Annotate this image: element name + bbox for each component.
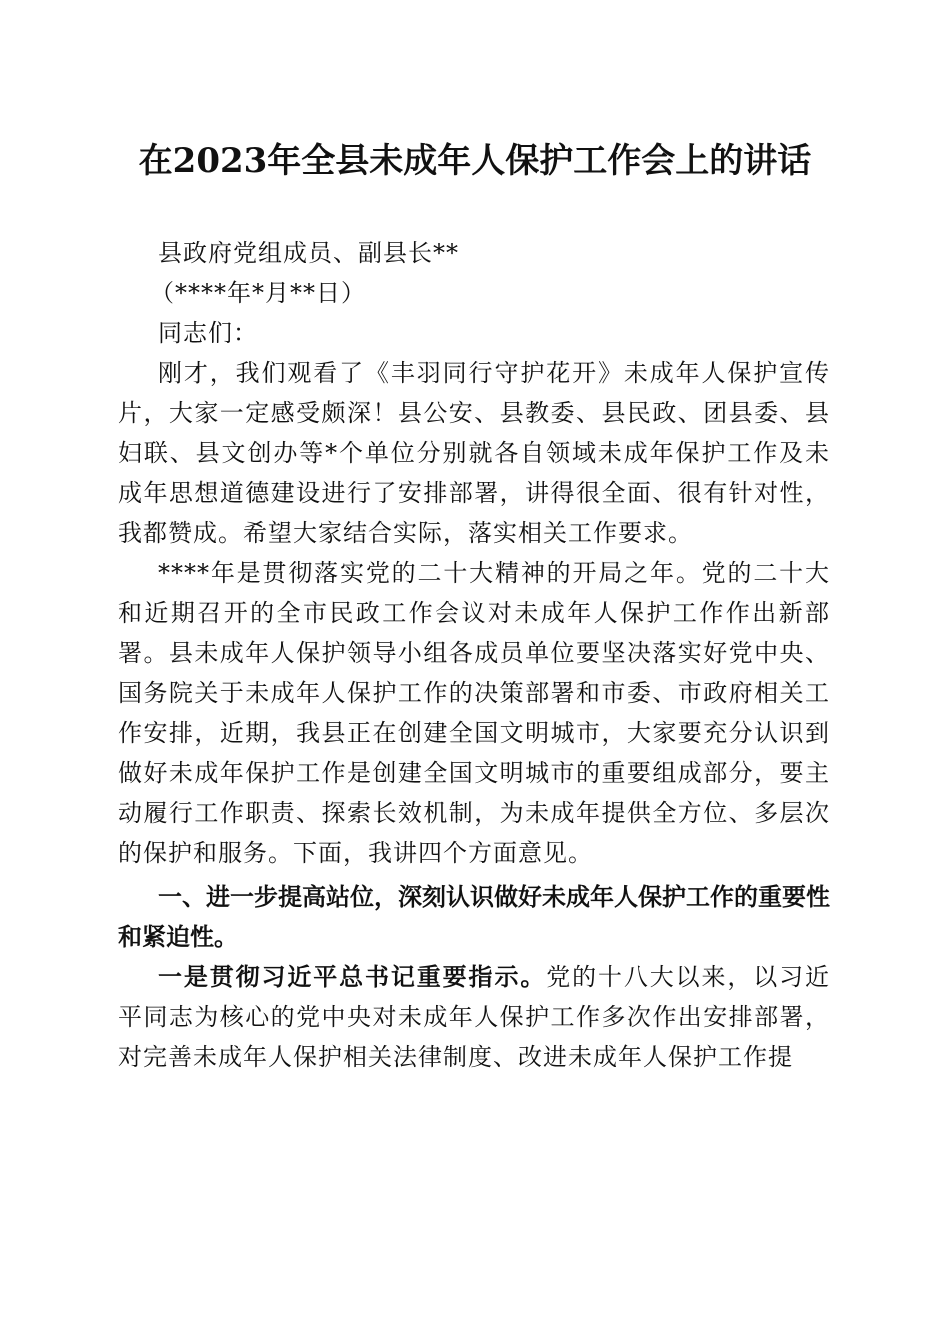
date-line: （****年*月**日） — [150, 279, 366, 307]
paragraph-3-lead: 一是贯彻习近平总书记重要指示。 — [158, 962, 547, 991]
paragraph-3 — [118, 957, 830, 1077]
greeting: 同志们： — [158, 319, 258, 347]
document-title: 在2023年全县未成年人保护工作会上的讲话 — [138, 141, 812, 181]
paragraph-2: ****年是贯彻落实党的二十大精神的开局之年。党的二十大和近期召开的全市民政工作会议对未成年人保护工作作出新部署。县未成年人保护领导小组各成员单位要坚决落实好党中央、国务院关于未成年人保护工作的决策部署和市委、市政府相关工作安排，近期，我县正在创建全国文明城市，大家要充分认识到做好未成年保护工作是创建全国文明城市的重要组成部分，要主动履行工作职责、探索长效机制，为未成年提供全方位、多层次的保护和服务。下面，我讲四个方面意见。 — [118, 559, 830, 867]
document-body — [118, 233, 830, 1077]
paragraph-3-text: 党的十八大以来，以习近平同志为核心的党中央对未成年人保护工作多次作出安排部署，对完善未成年人保护相关法律制度、改进未成年人保护工作提 — [118, 963, 831, 1071]
paragraph-1: 刚才，我们观看了《丰羽同行守护花开》未成年人保护宣传片，大家一定感受颇深！县公安、县教委、县民政、团县委、县妇联、县文创办等*个单位分别就各自领域未成年保护工作及未成年思想道德建设进行了安排部署，讲得很全面、很有针对性，我都赞成。希望大家结合实际，落实相关工作要求。 — [118, 359, 830, 547]
speaker-line: 县政府党组成员、副县长** — [158, 239, 459, 267]
section-heading-1: 一、进一步提高站位，深刻认识做好未成年人保护工作的重要性和紧迫性。 — [118, 883, 830, 951]
